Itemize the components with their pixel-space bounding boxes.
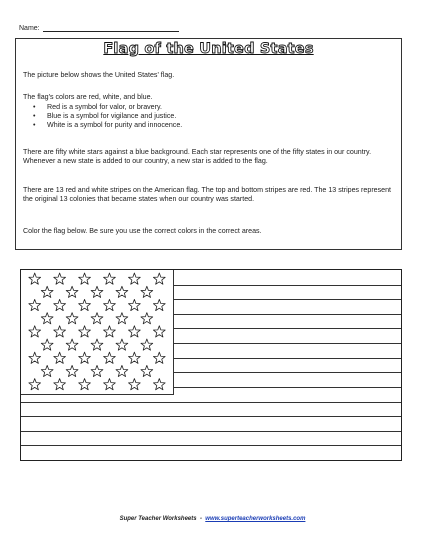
- stars-field: [21, 270, 173, 394]
- star-outline-icon[interactable]: [79, 326, 91, 337]
- star-outline-icon[interactable]: [128, 326, 140, 337]
- star-outline-icon[interactable]: [116, 286, 128, 297]
- color-bullet-list: [33, 103, 393, 131]
- star-outline-icon[interactable]: [54, 299, 66, 310]
- star-outline-icon[interactable]: [54, 379, 66, 390]
- star-outline-icon[interactable]: [141, 365, 153, 376]
- star-outline-icon[interactable]: [41, 339, 53, 350]
- star-outline-icon[interactable]: [66, 339, 78, 350]
- footer-url-link[interactable]: www.superteacherworksheets.com: [205, 516, 306, 522]
- star-outline-icon[interactable]: [66, 365, 78, 376]
- star-outline-icon[interactable]: [54, 273, 66, 284]
- star-outline-icon[interactable]: [128, 299, 140, 310]
- star-outline-icon[interactable]: [104, 299, 116, 310]
- star-outline-icon[interactable]: [54, 352, 66, 363]
- star-outline-icon[interactable]: [29, 326, 41, 337]
- flag-outline[interactable]: [20, 269, 402, 461]
- intro-text: The picture below shows the United States' flag.: [23, 71, 175, 79]
- star-outline-icon[interactable]: [104, 379, 116, 390]
- star-outline-icon[interactable]: [29, 379, 41, 390]
- star-outline-icon[interactable]: [41, 365, 53, 376]
- star-outline-icon[interactable]: [116, 339, 128, 350]
- stripe-line: [21, 431, 401, 432]
- star-outline-icon[interactable]: [153, 326, 165, 337]
- star-outline-icon[interactable]: [29, 299, 41, 310]
- star-outline-icon[interactable]: [41, 286, 53, 297]
- star-outline-icon[interactable]: [41, 313, 53, 324]
- star-outline-icon[interactable]: [91, 365, 103, 376]
- star-outline-icon[interactable]: [141, 339, 153, 350]
- stripe-line: [21, 416, 401, 417]
- name-field: [19, 24, 179, 32]
- star-outline-icon[interactable]: [79, 352, 91, 363]
- flag-canton[interactable]: [21, 270, 174, 395]
- star-outline-icon[interactable]: [128, 273, 140, 284]
- stars-paragraph: There are fifty white stars against a blue background. Each star represents one of the fifty states in our country. Whenever a new state is added to our country, a new star is added to the flag.: [23, 148, 372, 166]
- instruction-text: Color the flag below. Be sure you use the correct colors in the correct areas.: [23, 227, 262, 235]
- name-label: Name:: [19, 25, 40, 32]
- star-outline-icon[interactable]: [116, 313, 128, 324]
- stripe-line: [21, 402, 401, 403]
- worksheet-title: Flag of the United States: [103, 41, 314, 57]
- bullet-white: • White is a symbol for purity and innocence.: [33, 121, 393, 130]
- star-outline-icon[interactable]: [29, 352, 41, 363]
- star-outline-icon[interactable]: [153, 299, 165, 310]
- footer-separator: -: [199, 516, 202, 522]
- info-box: [15, 38, 402, 250]
- star-outline-icon[interactable]: [79, 273, 91, 284]
- star-outline-icon[interactable]: [91, 313, 103, 324]
- star-outline-icon[interactable]: [141, 313, 153, 324]
- star-outline-icon[interactable]: [104, 273, 116, 284]
- star-outline-icon[interactable]: [66, 286, 78, 297]
- star-outline-icon[interactable]: [104, 326, 116, 337]
- bullet-red: • Red is a symbol for valor, or bravery.: [33, 103, 393, 112]
- star-outline-icon[interactable]: [91, 339, 103, 350]
- star-outline-icon[interactable]: [128, 379, 140, 390]
- bullet-blue: • Blue is a symbol for vigilance and justice.: [33, 112, 393, 121]
- star-outline-icon[interactable]: [116, 365, 128, 376]
- star-outline-icon[interactable]: [128, 352, 140, 363]
- star-outline-icon[interactable]: [153, 379, 165, 390]
- footer: [0, 516, 425, 522]
- star-outline-icon[interactable]: [54, 326, 66, 337]
- stripes-paragraph: There are 13 red and white stripes on the American flag. The top and bottom stripes are red. The 13 stripes represent the original 13 colonies that became states when our country was started.: [23, 186, 392, 204]
- star-outline-icon[interactable]: [104, 352, 116, 363]
- colors-intro-text: The flag's colors are red, white, and blue.: [23, 93, 153, 101]
- name-line[interactable]: [43, 24, 179, 32]
- star-outline-icon[interactable]: [153, 273, 165, 284]
- star-outline-icon[interactable]: [153, 352, 165, 363]
- star-outline-icon[interactable]: [79, 379, 91, 390]
- star-outline-icon[interactable]: [29, 273, 41, 284]
- stripe-line: [21, 445, 401, 446]
- footer-brand: Super Teacher Worksheets: [119, 516, 197, 522]
- star-outline-icon[interactable]: [141, 286, 153, 297]
- star-outline-icon[interactable]: [91, 286, 103, 297]
- star-outline-icon[interactable]: [79, 299, 91, 310]
- star-outline-icon[interactable]: [66, 313, 78, 324]
